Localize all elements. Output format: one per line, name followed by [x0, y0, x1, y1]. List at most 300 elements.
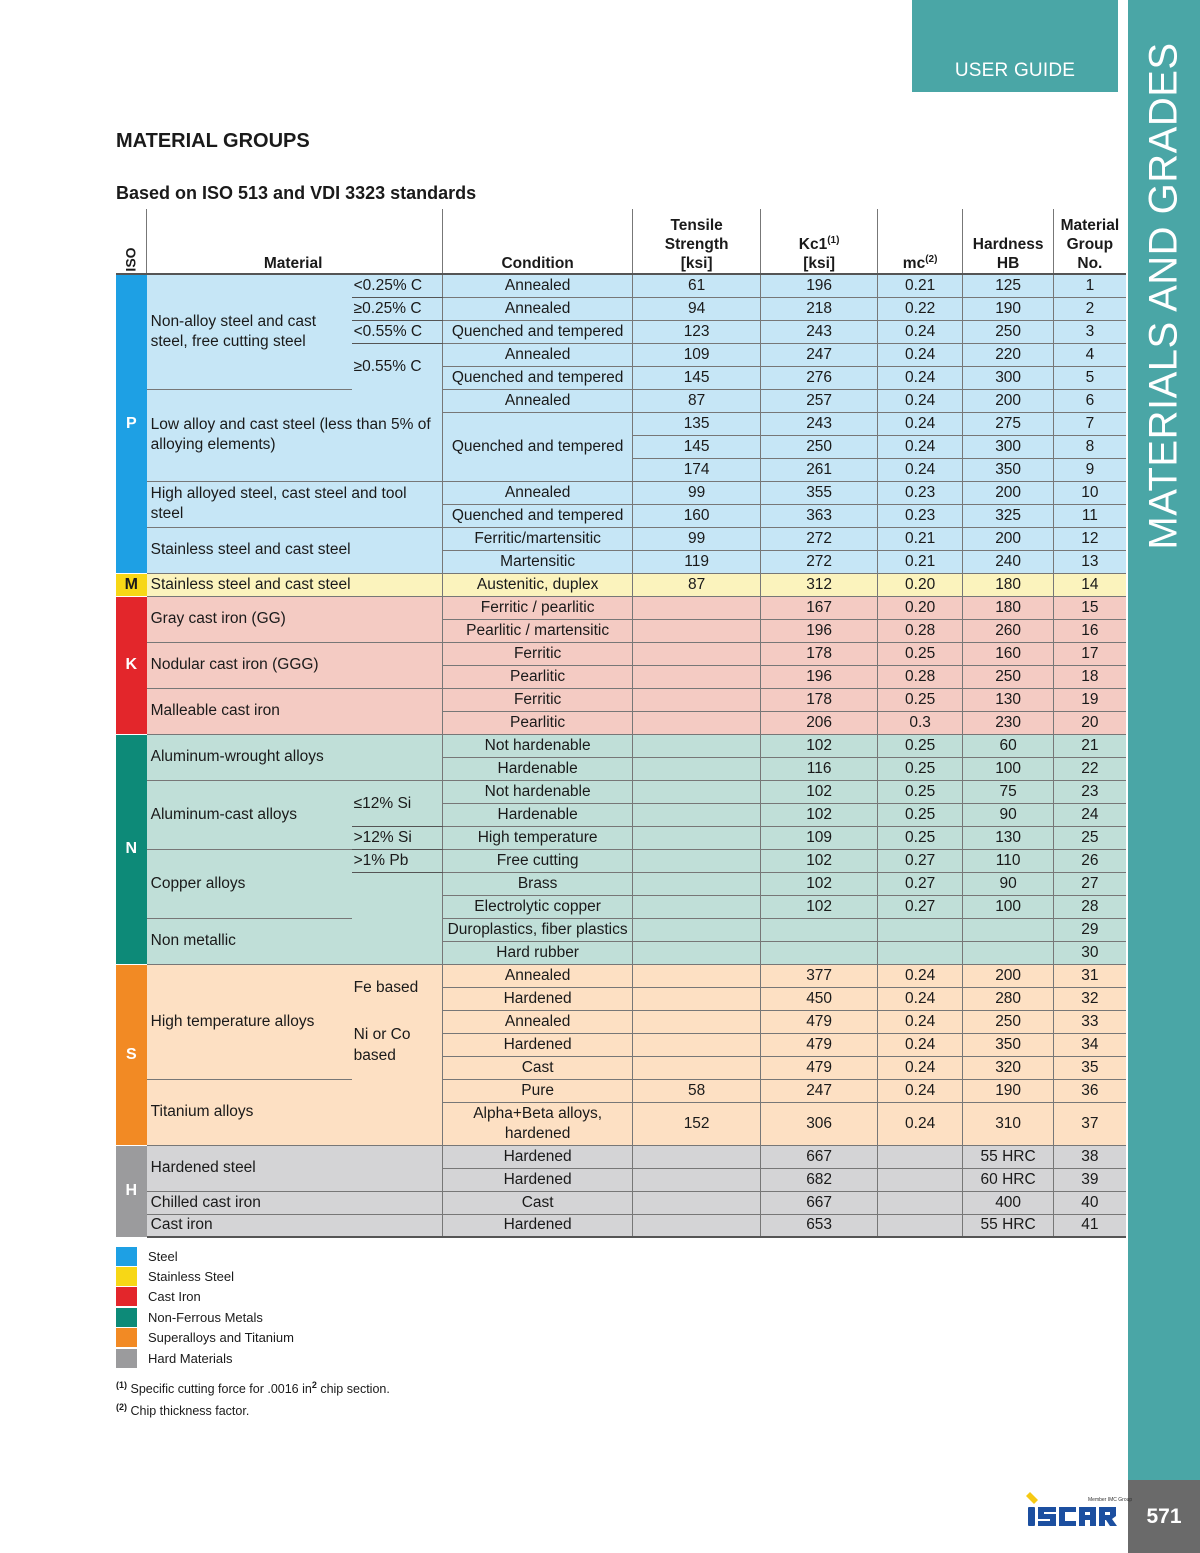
table-header-row — [116, 209, 1126, 274]
mc-cell: 0.24 — [878, 964, 963, 987]
material-name: Nodular cast iron (GGG) — [147, 642, 443, 688]
mc-cell — [878, 1168, 963, 1191]
group-number-cell: 14 — [1054, 573, 1126, 596]
kc1-cell: 102 — [761, 895, 878, 918]
mc-cell: 0.24 — [878, 320, 963, 343]
logo-member-text: Member IMC Group — [1088, 1497, 1133, 1503]
header-mc: $mc^{(2)}$ — [878, 209, 963, 274]
kc1-cell: 178 — [761, 688, 878, 711]
tensile-cell — [633, 688, 761, 711]
legend-label: Non-Ferrous Metals — [148, 1309, 263, 1325]
group-number-cell: 7 — [1054, 412, 1126, 435]
group-number-cell: 29 — [1054, 918, 1126, 941]
tensile-cell: 61 — [633, 274, 761, 297]
header-kc1: Kc1$^{(1)}$ [ksi] — [761, 209, 878, 274]
condition-cell: Annealed — [443, 964, 633, 987]
iso-group-m: M — [116, 573, 147, 596]
table-row — [116, 734, 1126, 757]
group-number-cell: 1 — [1054, 274, 1126, 297]
group-number-cell: 30 — [1054, 941, 1126, 964]
group-number-cell: 9 — [1054, 458, 1126, 481]
kc1-cell: 196 — [761, 274, 878, 297]
tensile-cell: 145 — [633, 366, 761, 389]
condition-cell: Not hardenable — [443, 734, 633, 757]
color-legend — [116, 1246, 294, 1368]
condition-cell: Annealed — [443, 343, 633, 366]
tensile-cell: 109 — [633, 343, 761, 366]
material-name: Hardened steel — [147, 1145, 443, 1191]
condition-cell: Pearlitic — [443, 665, 633, 688]
iso-group-n: N — [116, 734, 147, 964]
condition-cell: Annealed — [443, 389, 633, 412]
condition-cell: Hardened — [443, 1214, 633, 1237]
iso-group-s: S — [116, 964, 147, 1145]
condition-cell: Ferritic — [443, 642, 633, 665]
material-name: Stainless steel and cast steel — [147, 573, 443, 596]
tensile-cell — [633, 1033, 761, 1056]
group-number-cell: 33 — [1054, 1010, 1126, 1033]
condition-cell: Martensitic — [443, 550, 633, 573]
tensile-cell — [633, 826, 761, 849]
group-number-cell: 38 — [1054, 1145, 1126, 1168]
group-number-cell: 12 — [1054, 527, 1126, 550]
condition-cell: Pure — [443, 1079, 633, 1102]
tensile-cell — [633, 596, 761, 619]
mc-cell: 0.23 — [878, 504, 963, 527]
tensile-cell — [633, 1214, 761, 1237]
condition-cell: Cast — [443, 1056, 633, 1079]
group-number-cell: 32 — [1054, 987, 1126, 1010]
group-number-cell: 27 — [1054, 872, 1126, 895]
condition-cell: Alpha+Beta alloys, hardened — [443, 1102, 633, 1145]
condition-cell: Ferritic/martensitic — [443, 527, 633, 550]
legend-swatch — [116, 1267, 137, 1286]
mc-cell: 0.22 — [878, 297, 963, 320]
tensile-cell: 99 — [633, 527, 761, 550]
mc-cell — [878, 918, 963, 941]
tensile-cell — [633, 803, 761, 826]
group-number-cell: 23 — [1054, 780, 1126, 803]
hardness-cell: 300 — [963, 435, 1054, 458]
tensile-cell: 119 — [633, 550, 761, 573]
legend-item — [116, 1287, 294, 1307]
kc1-cell: 102 — [761, 803, 878, 826]
tensile-cell — [633, 987, 761, 1010]
mc-cell: 0.25 — [878, 734, 963, 757]
mc-cell: 0.24 — [878, 458, 963, 481]
mc-cell — [878, 1214, 963, 1237]
hardness-cell: 190 — [963, 1079, 1054, 1102]
kc1-cell: 312 — [761, 573, 878, 596]
kc1-cell: 355 — [761, 481, 878, 504]
group-number-cell: 41 — [1054, 1214, 1126, 1237]
mc-cell — [878, 1145, 963, 1168]
condition-cell: Quenched and tempered — [443, 366, 633, 389]
group-number-cell: 11 — [1054, 504, 1126, 527]
group-number-cell: 8 — [1054, 435, 1126, 458]
mc-cell: 0.21 — [878, 274, 963, 297]
material-subgroup: >1% Pb — [352, 849, 443, 872]
table-row — [116, 481, 1126, 504]
tensile-cell: 160 — [633, 504, 761, 527]
table-row — [116, 389, 1126, 412]
material-groups-table — [116, 209, 1126, 1238]
legend-swatch — [116, 1287, 137, 1306]
kc1-cell: 247 — [761, 1079, 878, 1102]
mc-cell: 0.25 — [878, 688, 963, 711]
group-number-cell: 6 — [1054, 389, 1126, 412]
hardness-cell: 250 — [963, 1010, 1054, 1033]
hardness-cell: 110 — [963, 849, 1054, 872]
hardness-cell: 350 — [963, 1033, 1054, 1056]
tensile-cell — [633, 1168, 761, 1191]
tensile-cell — [633, 1145, 761, 1168]
tensile-cell: 99 — [633, 481, 761, 504]
hardness-cell: 250 — [963, 320, 1054, 343]
header-tensile-text: Tensile Strength [ksi] — [664, 217, 729, 272]
condition-cell: Not hardenable — [443, 780, 633, 803]
material-name: Malleable cast iron — [147, 688, 443, 734]
group-number-cell: 26 — [1054, 849, 1126, 872]
condition-cell: Duroplastics, fiber plastics — [443, 918, 633, 941]
tensile-cell — [633, 780, 761, 803]
mc-cell: 0.24 — [878, 987, 963, 1010]
hardness-cell — [963, 941, 1054, 964]
hardness-cell: 300 — [963, 366, 1054, 389]
material-name: High alloyed steel, cast steel and tool steel — [147, 481, 443, 527]
hardness-cell: 280 — [963, 987, 1054, 1010]
hardness-cell: 60 — [963, 734, 1054, 757]
mc-cell: 0.25 — [878, 780, 963, 803]
hardness-cell: 230 — [963, 711, 1054, 734]
group-number-cell: 17 — [1054, 642, 1126, 665]
header-hardness: Hardness HB — [963, 209, 1054, 274]
tensile-cell — [633, 964, 761, 987]
tensile-cell: 87 — [633, 573, 761, 596]
tensile-cell: 87 — [633, 389, 761, 412]
side-section-title: MATERIALS AND GRADES — [1141, 42, 1186, 550]
condition-cell: Annealed — [443, 274, 633, 297]
group-number-cell: 5 — [1054, 366, 1126, 389]
tensile-cell — [633, 1056, 761, 1079]
material-name: Stainless steel and cast steel — [147, 527, 443, 573]
header-condition: Condition — [443, 209, 633, 274]
kc1-cell: 450 — [761, 987, 878, 1010]
kc1-cell: 306 — [761, 1102, 878, 1145]
condition-cell: Quenched and tempered — [443, 504, 633, 527]
group-number-cell: 15 — [1054, 596, 1126, 619]
condition-cell: High temperature — [443, 826, 633, 849]
mc-cell: 0.23 — [878, 481, 963, 504]
tensile-cell — [633, 665, 761, 688]
legend-swatch — [116, 1328, 137, 1347]
mc-cell — [878, 1191, 963, 1214]
mc-cell: 0.24 — [878, 1056, 963, 1079]
table-row — [116, 274, 1126, 297]
material-subgroup — [352, 872, 443, 918]
tensile-cell — [633, 734, 761, 757]
mc-cell: 0.27 — [878, 872, 963, 895]
hardness-cell: 180 — [963, 573, 1054, 596]
group-number-cell: 34 — [1054, 1033, 1126, 1056]
condition-cell: Pearlitic — [443, 711, 633, 734]
mc-cell: 0.24 — [878, 389, 963, 412]
group-number-cell: 10 — [1054, 481, 1126, 504]
hardness-cell: 190 — [963, 297, 1054, 320]
mc-cell: 0.24 — [878, 435, 963, 458]
kc1-cell: 167 — [761, 596, 878, 619]
legend-swatch — [116, 1308, 137, 1327]
mc-cell: 0.24 — [878, 1033, 963, 1056]
hardness-cell: 220 — [963, 343, 1054, 366]
legend-item — [116, 1307, 294, 1327]
mc-cell — [878, 941, 963, 964]
mc-cell: 0.24 — [878, 1079, 963, 1102]
kc1-cell — [761, 918, 878, 941]
hardness-cell: 75 — [963, 780, 1054, 803]
material-name: Cast iron — [147, 1214, 443, 1237]
hardness-cell: 130 — [963, 826, 1054, 849]
page-subtitle: Based on ISO 513 and VDI 3323 standards — [116, 183, 477, 203]
kc1-cell: 247 — [761, 343, 878, 366]
condition-cell: Ferritic / pearlitic — [443, 596, 633, 619]
legend-item — [116, 1328, 294, 1348]
kc1-cell: 206 — [761, 711, 878, 734]
mc-cell: 0.25 — [878, 757, 963, 780]
kc1-cell: 102 — [761, 780, 878, 803]
group-number-cell: 13 — [1054, 550, 1126, 573]
kc1-cell: 243 — [761, 320, 878, 343]
group-number-cell: 16 — [1054, 619, 1126, 642]
mc-cell: 0.3 — [878, 711, 963, 734]
hardness-cell: 320 — [963, 1056, 1054, 1079]
kc1-cell: 276 — [761, 366, 878, 389]
hardness-cell: 100 — [963, 757, 1054, 780]
iscar-logo — [1024, 1488, 1133, 1532]
tensile-cell — [633, 642, 761, 665]
condition-cell: Hardened — [443, 987, 633, 1010]
kc1-cell: 682 — [761, 1168, 878, 1191]
mc-cell: 0.20 — [878, 573, 963, 596]
table-row — [116, 964, 1126, 987]
material-name: Chilled cast iron — [147, 1191, 443, 1214]
hardness-cell: 100 — [963, 895, 1054, 918]
tensile-cell — [633, 895, 761, 918]
hardness-cell: 160 — [963, 642, 1054, 665]
kc1-cell: 102 — [761, 734, 878, 757]
mc-cell: 0.24 — [878, 1010, 963, 1033]
group-number-cell: 4 — [1054, 343, 1126, 366]
mc-cell: 0.25 — [878, 826, 963, 849]
table-row — [116, 1145, 1126, 1168]
condition-cell: Hardened — [443, 1168, 633, 1191]
condition-cell: Annealed — [443, 297, 633, 320]
kc1-cell — [761, 941, 878, 964]
group-number-cell: 40 — [1054, 1191, 1126, 1214]
mc-cell: 0.21 — [878, 550, 963, 573]
footnotes — [116, 1376, 390, 1420]
legend-label: Hard Materials — [148, 1350, 233, 1366]
group-number-cell: 35 — [1054, 1056, 1126, 1079]
legend-item — [116, 1348, 294, 1368]
material-subgroup: <0.55% C — [352, 320, 443, 343]
kc1-cell: 102 — [761, 849, 878, 872]
kc1-cell: 243 — [761, 412, 878, 435]
legend-label: Cast Iron — [148, 1289, 201, 1305]
material-name: Non metallic — [147, 918, 443, 964]
kc1-cell: 116 — [761, 757, 878, 780]
condition-cell: Hard rubber — [443, 941, 633, 964]
tensile-cell: 123 — [633, 320, 761, 343]
kc1-cell: 479 — [761, 1010, 878, 1033]
tensile-cell — [633, 918, 761, 941]
side-section-band — [1128, 0, 1200, 1480]
kc1-cell: 196 — [761, 619, 878, 642]
table-row — [116, 642, 1126, 665]
material-name: Aluminum-wrought alloys — [147, 734, 443, 780]
group-number-cell: 18 — [1054, 665, 1126, 688]
mc-cell: 0.25 — [878, 642, 963, 665]
tensile-cell: 145 — [633, 435, 761, 458]
hardness-cell: 200 — [963, 527, 1054, 550]
hardness-cell: 350 — [963, 458, 1054, 481]
group-number-cell: 19 — [1054, 688, 1126, 711]
material-subgroup: Fe based — [353, 978, 419, 996]
hardness-cell: 275 — [963, 412, 1054, 435]
hardness-cell: 90 — [963, 872, 1054, 895]
tensile-cell: 94 — [633, 297, 761, 320]
material-subgroup: ≥0.55% C — [353, 357, 422, 375]
group-number-cell: 39 — [1054, 1168, 1126, 1191]
material-name: Gray cast iron (GG) — [147, 596, 443, 642]
kc1-cell: 102 — [761, 872, 878, 895]
table-row — [116, 1079, 1126, 1102]
mc-cell: 0.21 — [878, 527, 963, 550]
condition-cell: Hardened — [443, 1033, 633, 1056]
condition-cell: Electrolytic copper — [443, 895, 633, 918]
condition-cell: Quenched and tempered — [443, 412, 633, 481]
hardness-cell: 55 HRC — [963, 1214, 1054, 1237]
header-tensile — [633, 209, 761, 274]
condition-cell: Pearlitic / martensitic — [443, 619, 633, 642]
page-number: 571 — [1128, 1480, 1200, 1553]
legend-label: Stainless Steel — [148, 1269, 234, 1285]
table-row — [116, 918, 1126, 941]
tensile-cell: 174 — [633, 458, 761, 481]
tensile-cell — [633, 1010, 761, 1033]
kc1-cell: 479 — [761, 1056, 878, 1079]
tensile-cell — [633, 849, 761, 872]
kc1-cell: 479 — [761, 1033, 878, 1056]
mc-cell: 0.24 — [878, 1102, 963, 1145]
user-guide-tab — [912, 0, 1118, 92]
kc1-cell: 178 — [761, 642, 878, 665]
iso-group-k: K — [116, 596, 147, 734]
kc1-cell: 667 — [761, 1191, 878, 1214]
header-group-no: Material Group No. — [1054, 209, 1126, 274]
kc1-cell: 218 — [761, 297, 878, 320]
condition-cell: Hardened — [443, 1145, 633, 1168]
legend-swatch — [116, 1349, 137, 1368]
tensile-cell: 152 — [633, 1102, 761, 1145]
hardness-cell: 90 — [963, 803, 1054, 826]
table-row — [116, 1214, 1126, 1237]
legend-item — [116, 1266, 294, 1286]
page-title: MATERIAL GROUPS — [116, 130, 310, 152]
mc-cell: 0.25 — [878, 803, 963, 826]
condition-cell: Brass — [443, 872, 633, 895]
mc-cell: 0.27 — [878, 895, 963, 918]
group-number-cell: 22 — [1054, 757, 1126, 780]
group-number-cell: 24 — [1054, 803, 1126, 826]
material-name: Titanium alloys — [147, 1079, 443, 1145]
kc1-cell: 667 — [761, 1145, 878, 1168]
table-row — [116, 527, 1126, 550]
kc1-cell: 377 — [761, 964, 878, 987]
tensile-cell — [633, 757, 761, 780]
hardness-cell: 400 — [963, 1191, 1054, 1214]
header-material: Material — [147, 209, 443, 274]
mc-cell: 0.28 — [878, 619, 963, 642]
table-row — [116, 688, 1126, 711]
hardness-cell: 240 — [963, 550, 1054, 573]
hardness-cell: 200 — [963, 481, 1054, 504]
material-name: High temperature alloys — [147, 964, 352, 1079]
material-name: Copper alloys — [147, 849, 352, 918]
hardness-cell: 200 — [963, 389, 1054, 412]
condition-cell: Hardenable — [443, 803, 633, 826]
material-subgroup: Ni or Co based — [353, 1025, 411, 1064]
table-row — [116, 1191, 1126, 1214]
group-number-cell: 28 — [1054, 895, 1126, 918]
condition-cell: Free cutting — [443, 849, 633, 872]
header-iso: ISO — [116, 209, 147, 274]
mc-cell: 0.28 — [878, 665, 963, 688]
kc1-cell: 196 — [761, 665, 878, 688]
tensile-cell — [633, 711, 761, 734]
hardness-cell: 250 — [963, 665, 1054, 688]
hardness-cell: 130 — [963, 688, 1054, 711]
kc1-cell: 261 — [761, 458, 878, 481]
legend-swatch — [116, 1247, 137, 1266]
legend-item — [116, 1246, 294, 1266]
tensile-cell — [633, 619, 761, 642]
material-subgroup: <0.25% C — [352, 274, 443, 297]
tensile-cell — [633, 1191, 761, 1214]
mc-cell: 0.27 — [878, 849, 963, 872]
condition-cell: Ferritic — [443, 688, 633, 711]
mc-cell: 0.24 — [878, 366, 963, 389]
iso-group-p: P — [116, 274, 147, 573]
table-row — [116, 596, 1126, 619]
table-row — [116, 849, 1126, 872]
mc-cell: 0.20 — [878, 596, 963, 619]
material-subgroup: ≥0.25% C — [352, 297, 443, 320]
condition-cell: Quenched and tempered — [443, 320, 633, 343]
material-subgroup: >12% Si — [352, 826, 443, 849]
footnote-1: $^{(1)}$ Specific cutting force for .0016 $in^2$ chip section. — [116, 1380, 390, 1397]
hardness-cell: 180 — [963, 596, 1054, 619]
kc1-cell: 257 — [761, 389, 878, 412]
hardness-cell: 310 — [963, 1102, 1054, 1145]
kc1-cell: 272 — [761, 550, 878, 573]
hardness-cell: 200 — [963, 964, 1054, 987]
group-number-cell: 21 — [1054, 734, 1126, 757]
tensile-cell — [633, 941, 761, 964]
tensile-cell: 135 — [633, 412, 761, 435]
group-number-cell: 37 — [1054, 1102, 1126, 1145]
hardness-cell: 55 HRC — [963, 1145, 1054, 1168]
